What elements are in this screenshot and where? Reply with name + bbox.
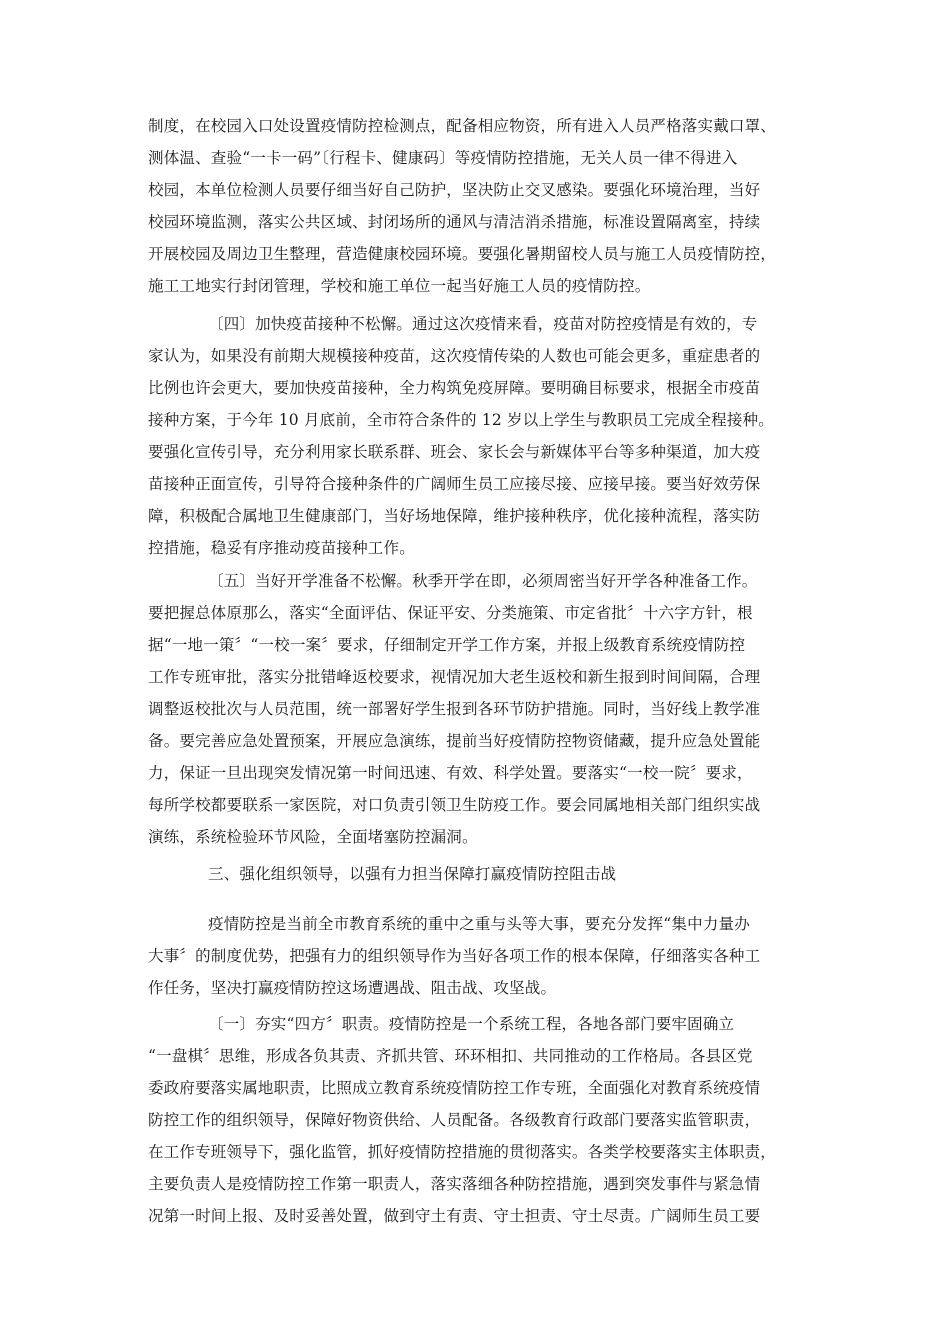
text-line: 施工工地实行封闭管理，学校和施工单位一起当好施工人员的疫情防控。 <box>148 277 651 295</box>
text-line: 家认为，如果没有前期大规模接种疫苗，这次疫情传染的人数也可能会更多，重症患者的 <box>148 347 761 365</box>
paragraph-leadership-intro <box>148 908 808 1004</box>
text-line: 况第一时间上报、及时妥善处置，做到守土有责、守土担责、守土尽责。广阔师生员工要 <box>148 1207 761 1225</box>
text-line: 障，积极配合属地卫生健康部门，当好场地保障，维护接种秩序，优化接种流程，落实防 <box>148 507 761 525</box>
text-line: 委政府要落实属地职责，比照成立教育系统疫情防控工作专班，全面强化对教育系统疫情 <box>148 1079 761 1097</box>
text-line: 力，保证一旦出现突发情况第一时间迅速、有效、科学处置。要落实“一校一院〞要求， <box>148 764 753 782</box>
text-line: 校园环境监测，落实公共区域、封闭场所的通风与清洁消杀措施，标准设置隔离室，持续 <box>148 213 761 231</box>
text-line: 〔一〕夯实“四方〞职责。疫情防控是一个系统工程，各地各部门要牢固确立 <box>208 1015 735 1033</box>
text-line: 在工作专班领导下，强化监管，抓好疫情防控措施的贯彻落实。各类学校要落实主体职责， <box>148 1143 777 1161</box>
text-line: 每所学校都要联系一家医院，对口负责引领卫生防疫工作。要会同属地相关部门组织实战 <box>148 796 761 814</box>
text-line: 备。要完善应急处置预案，开展应急演练，提前当好疫情防控物资储藏，提升应急处置能 <box>148 732 761 750</box>
text-line: 大事〞的制度优势，把强有力的组织领导作为当好各项工作的根本保障，仔细落实各种工 <box>148 947 761 965</box>
text-line: 工作专班审批，落实分批错峰返校要求，视情况加大老生返校和新生报到时间间隔，合理 <box>148 668 761 686</box>
text-line: 调整返校批次与人员范围，统一部署好学生报到各环节防护措施。同时，当好线上教学准 <box>148 700 761 718</box>
text-line: 〔五〕当好开学准备不松懈。秋季开学在即，必须周密当好开学各种准备工作。 <box>208 572 758 590</box>
text-line: 作任务，坚决打赢疫情防控这场遭遇战、阻击战、攻坚战。 <box>148 979 557 997</box>
paragraph-four-responsibilities <box>148 1008 808 1232</box>
paragraph-continuation-campus-control <box>148 110 808 302</box>
text-line: 演练，系统检验环节风险，全面堵塞防控漏洞。 <box>148 828 478 846</box>
text-line: 要把握总体原那么，落实“全面评估、保证平安、分类施策、市定省批〞十六字方针，根 <box>148 604 753 622</box>
text-line: 〔四〕加快疫苗接种不松懈。通过这次疫情来看，疫苗对防控疫情是有效的，专 <box>208 315 758 333</box>
text-line: 疫情防控是当前全市教育系统的重中之重与头等大事，要充分发挥“集中力量办 <box>208 915 750 933</box>
text-line: 开展校园及周边卫生整理，营造健康校园环境。要强化暑期留校人员与施工人员疫情防控， <box>148 245 777 263</box>
paragraph-vaccination <box>148 308 808 564</box>
text-line: 校园，本单位检测人员要仔细当好自己防护，坚决防止交叉感染。要强化环境治理，当好 <box>148 181 761 199</box>
text-line: 要强化宣传引导，充分利用家长联系群、班会、家长会与新媒体平台等多种渠道，加大疫 <box>148 443 761 461</box>
paragraph-school-opening <box>148 565 808 853</box>
text-line: 接种方案，于今年 10 月底前，全市符合条件的 12 岁以上学生与教职员工完成全程接种。 <box>148 411 774 429</box>
text-line: 控措施，稳妥有序推动疫苗接种工作。 <box>148 539 415 557</box>
text-line: 测体温、查验“一卡一码”〔行程卡、健康码〕等疫情防控措施，无关人员一律不得进入 <box>148 149 738 167</box>
text-line: 主要负责人是疫情防控工作第一职责人，落实落细各种防控措施，遇到突发事件与紧急情 <box>148 1175 761 1193</box>
section-heading: 三、强化组织领导，以强有力担当保障打赢疫情防控阻击战 <box>208 865 617 883</box>
text-line: 制度，在校园入口处设置疫情防控检测点，配备相应物资，所有进入人员严格落实戴口罩、 <box>148 117 777 135</box>
text-line: 据“一地一策〞“一校一案〞要求，仔细制定开学工作方案，并报上级教育系统疫情防控 <box>148 636 746 654</box>
text-line: 比例也许会更大，要加快疫苗接种，全力构筑免疫屏障。要明确目标要求，根据全市疫苗 <box>148 379 761 397</box>
text-line: “一盘棋〞思维，形成各负其责、齐抓共管、环环相扣、共同推动的工作格局。各县区党 <box>148 1047 753 1065</box>
text-line: 防控工作的组织领导，保障好物资供给、人员配备。各级教育行政部门要落实监管职责， <box>148 1111 761 1129</box>
text-line: 苗接种正面宣传，引导符合接种条件的广阔师生员工应接尽接、应接早接。要当好效劳保 <box>148 475 761 493</box>
section-heading-three <box>148 858 808 890</box>
